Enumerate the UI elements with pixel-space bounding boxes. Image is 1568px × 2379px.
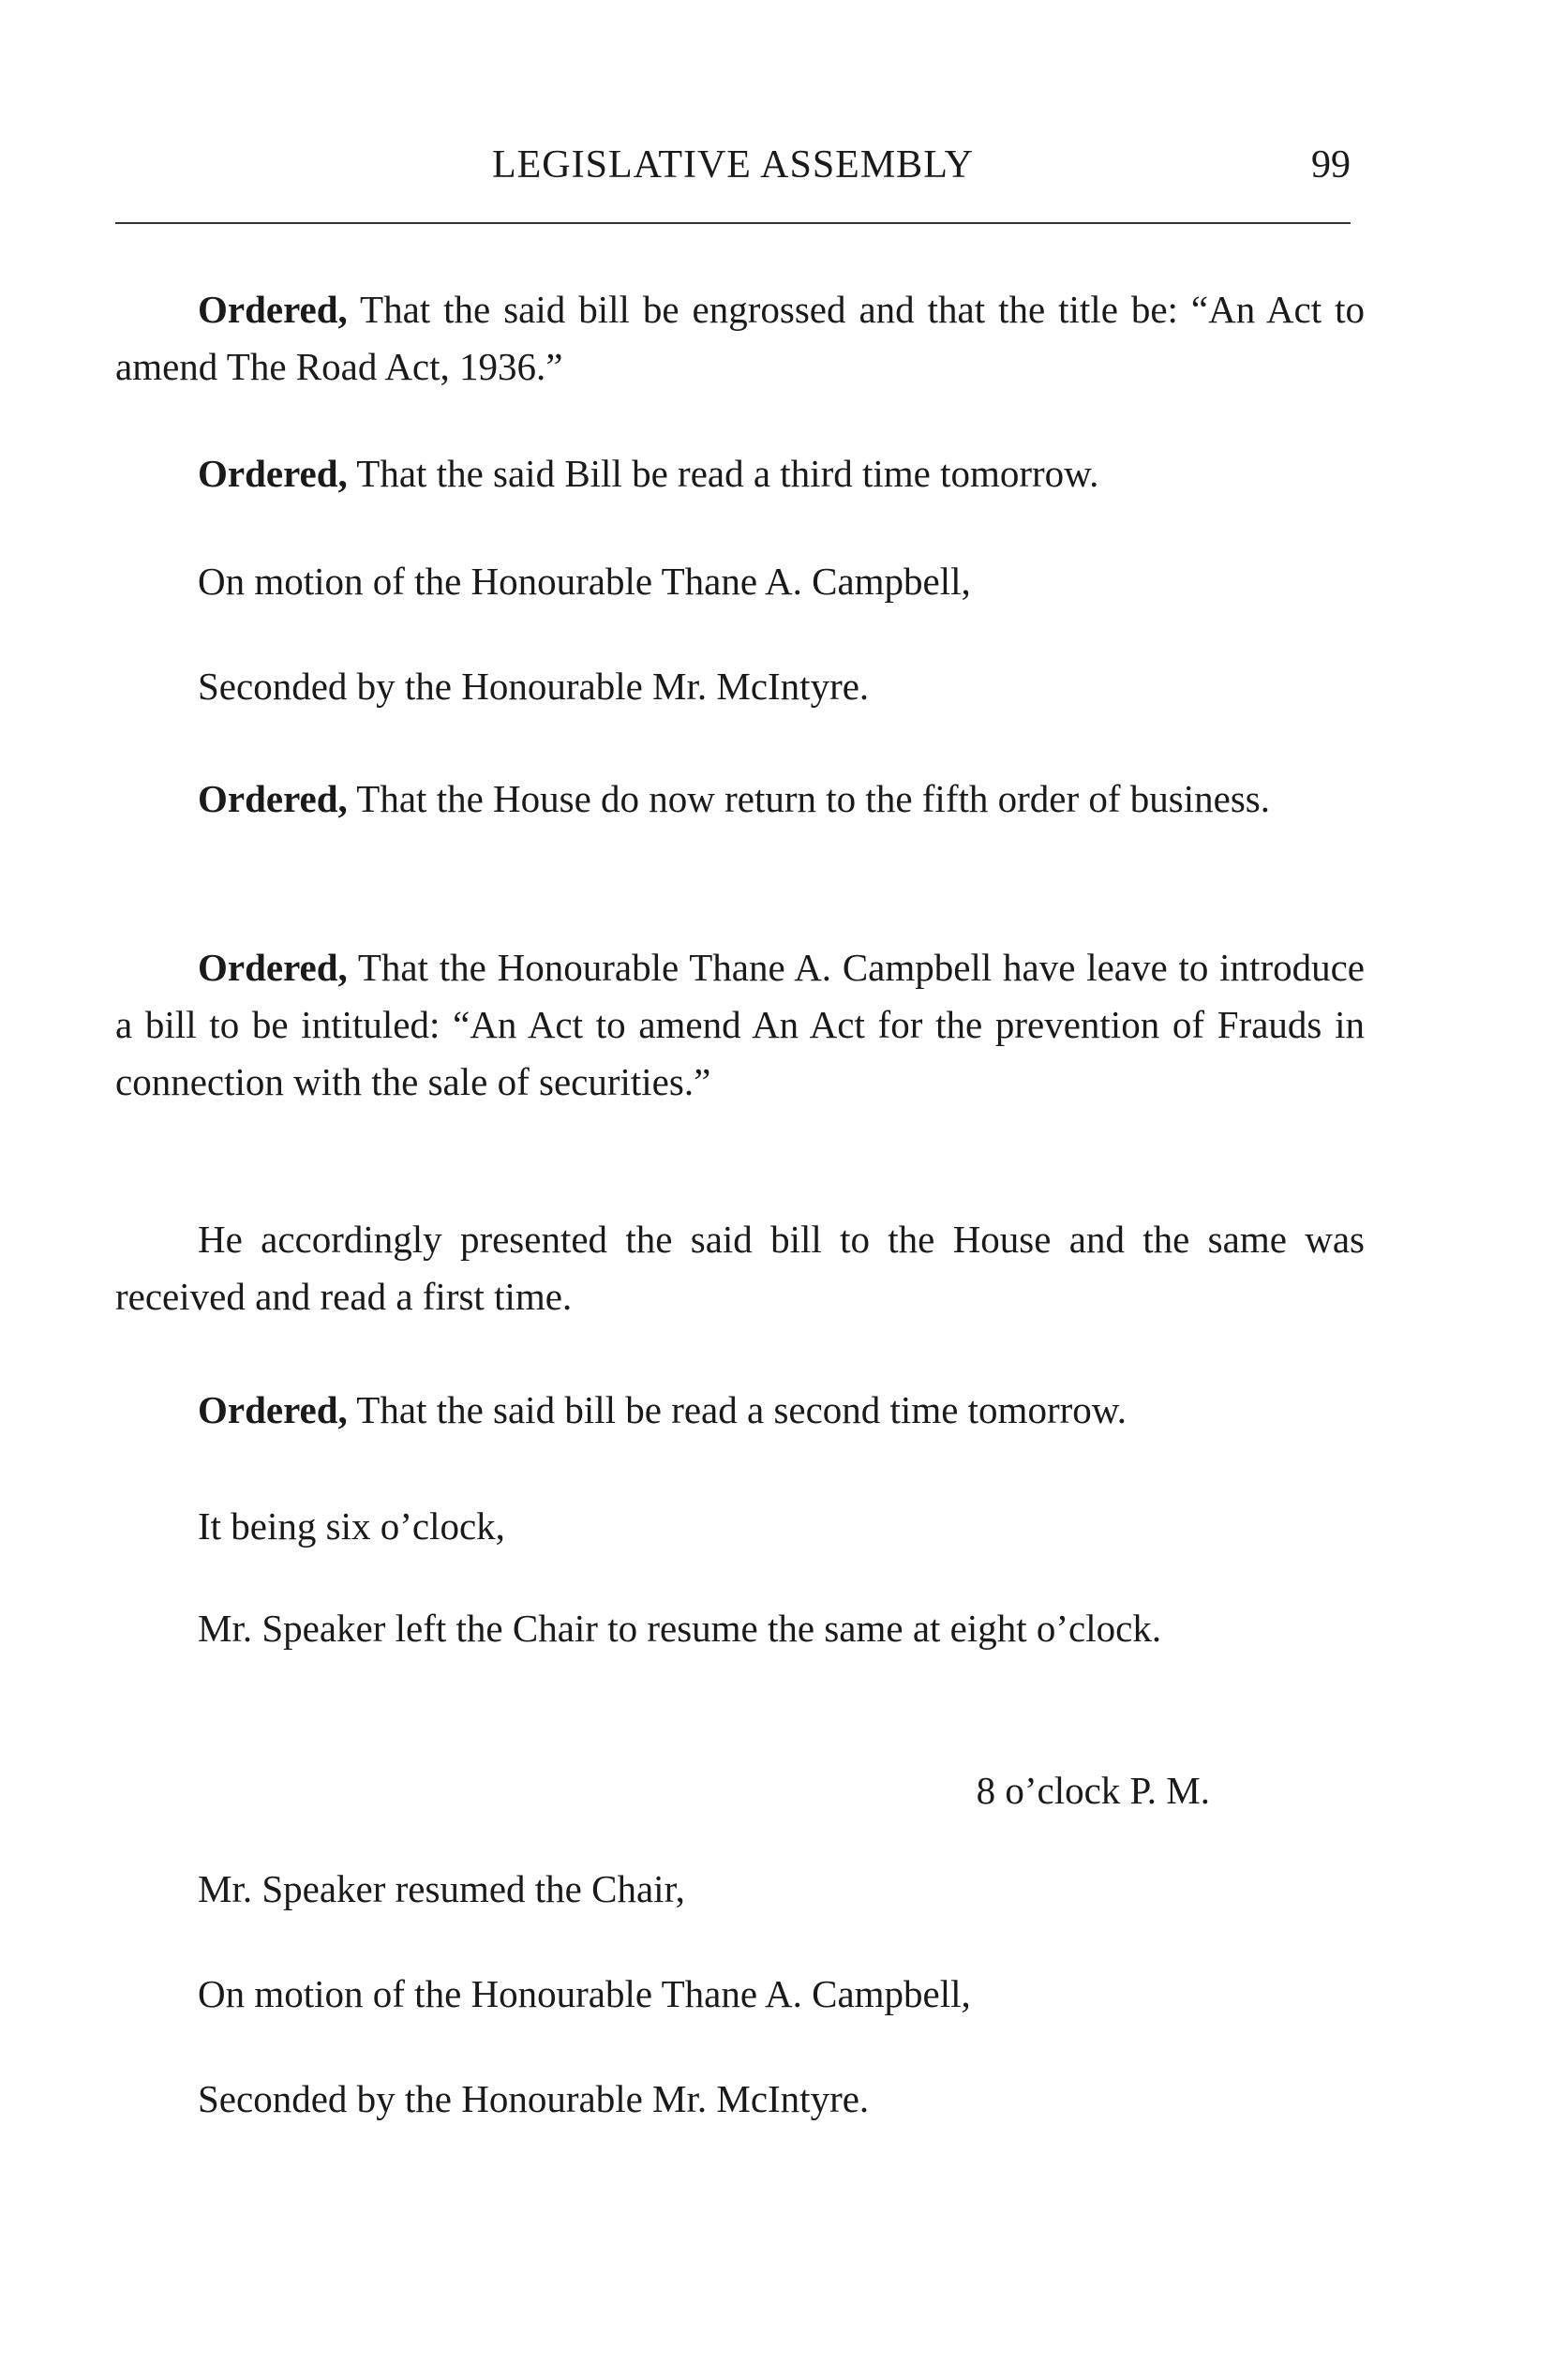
- paragraph-presented: [115, 1211, 1365, 1325]
- page-header: [115, 142, 1351, 199]
- paragraph-speaker-resumed: [115, 1861, 1365, 1918]
- ordered-lead: Ordered,: [198, 1388, 348, 1431]
- paragraph-text: That the said bill be engrossed and that the title be: “An Act to amend The Road Act, 1936.”: [115, 288, 1365, 388]
- paragraph-text: That the said Bill be read a third time tomorrow.: [347, 452, 1099, 495]
- paragraph-motion: [115, 553, 1365, 610]
- page-title: LEGISLATIVE ASSEMBLY: [492, 143, 974, 187]
- paragraph-motion-2: [115, 1966, 1365, 2023]
- paragraph-ordered-second-reading: [115, 1382, 1365, 1439]
- paragraph-text: On motion of the Honourable Thane A. Campbell,: [198, 1972, 971, 2015]
- ordered-lead: Ordered,: [198, 288, 348, 331]
- page-number: 99: [1311, 143, 1351, 187]
- paragraph-speaker-left: [115, 1600, 1365, 1657]
- paragraph-text: Mr. Speaker resumed the Chair,: [198, 1867, 685, 1910]
- paragraph-text: Seconded by the Honourable Mr. McIntyre.: [198, 2077, 870, 2120]
- ordered-lead: Ordered,: [198, 777, 348, 820]
- paragraph-seconded: [115, 658, 1365, 715]
- paragraph-text: That the House do now return to the fifth order of business.: [347, 777, 1270, 820]
- paragraph-text: Seconded by the Honourable Mr. McIntyre.: [198, 665, 870, 708]
- paragraph-text: It being six o’clock,: [198, 1504, 505, 1548]
- paragraph-ordered-fifth-order: [115, 771, 1365, 828]
- time-mark: 8 o’clock P. M.: [976, 1769, 1210, 1812]
- paragraph-ordered-leave: [115, 939, 1365, 1111]
- ordered-lead: Ordered,: [198, 946, 348, 989]
- paragraph-text: On motion of the Honourable Thane A. Campbell,: [198, 560, 971, 603]
- paragraph-seconded-2: [115, 2071, 1365, 2128]
- paragraph-text: That the Honourable Thane A. Campbell have leave to introduce a bill to be intituled: “An Act to amend An Act for the prevention of Frauds in connection with the sale of securities.”: [115, 946, 1365, 1103]
- ordered-lead: Ordered,: [198, 452, 348, 495]
- paragraph-text: Mr. Speaker left the Chair to resume the same at eight o’clock.: [198, 1607, 1162, 1650]
- header-divider: [115, 222, 1351, 224]
- paragraph-six-oclock: [115, 1498, 1365, 1555]
- paragraph-text: He accordingly presented the said bill to the House and the same was received and read a first time.: [115, 1218, 1365, 1318]
- paragraph-text: That the said bill be read a second time tomorrow.: [347, 1388, 1127, 1431]
- paragraph-ordered-engrossed: [115, 281, 1365, 396]
- paragraph-ordered-third-reading: [115, 445, 1365, 502]
